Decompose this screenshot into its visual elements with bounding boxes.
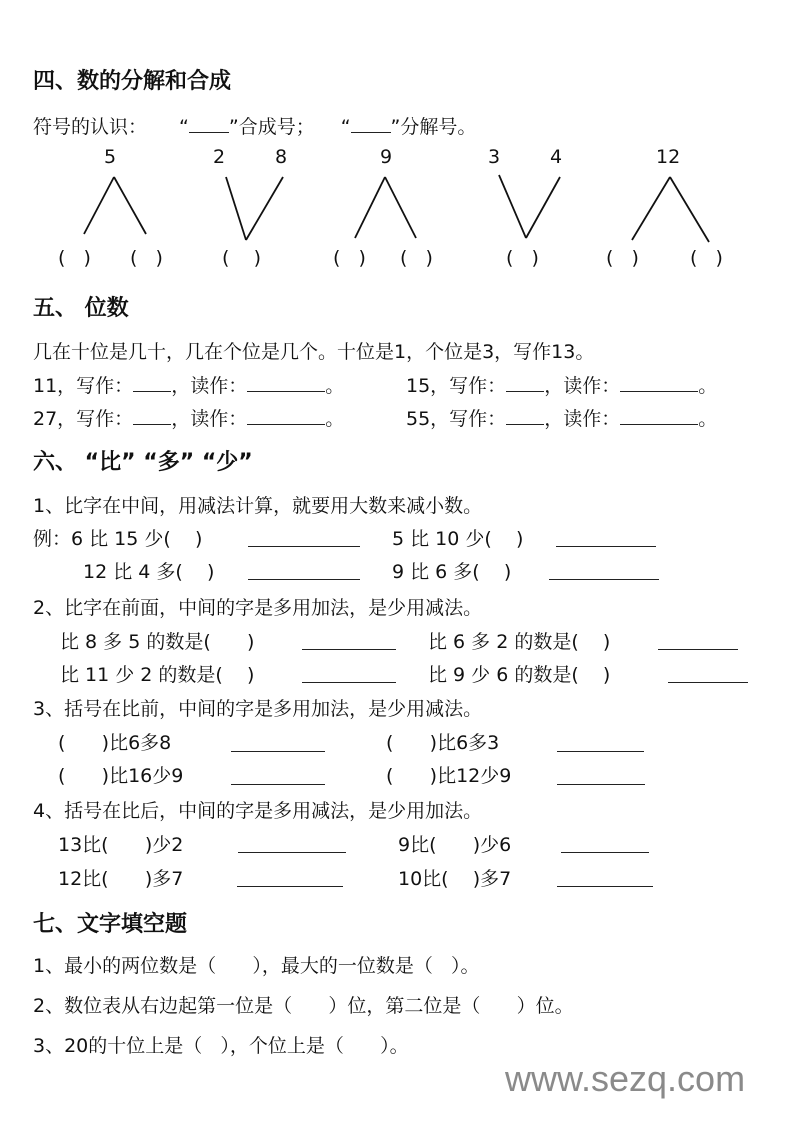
p2-item-2: 比 6 多 2 的数是( ) [428, 631, 611, 653]
p2-item-3: 比 11 少 2 的数是( ) [60, 664, 255, 686]
tree2-blank[interactable]: ( ) [222, 247, 261, 269]
place-value-row-1: 11，写作： ，读作： 。 [33, 375, 345, 397]
answer-blank[interactable] [231, 733, 325, 752]
section7-title: 七、文字填空题 [33, 912, 188, 937]
answer-blank[interactable] [557, 733, 644, 752]
p2-item-4: 比 9 少 6 的数是( ) [428, 664, 611, 686]
write-blank[interactable] [133, 406, 171, 425]
answer-blank[interactable] [238, 834, 346, 853]
symbols-line: 符号的认识： “ ”合成号； “ ”分解号。 [33, 116, 477, 138]
answer-blank[interactable] [557, 868, 653, 887]
answer-blank[interactable] [668, 664, 748, 683]
read-blank[interactable] [247, 373, 325, 392]
tree3-blank-left[interactable]: ( ) [333, 247, 366, 269]
write-blank[interactable] [506, 406, 544, 425]
p4-item-4: 10比( )多7 [398, 868, 512, 890]
answer-blank[interactable] [231, 766, 325, 785]
p2-item-1: 比 8 多 5 的数是( ) [60, 631, 255, 653]
tree4-blank[interactable]: ( ) [506, 247, 539, 269]
p1-item-2: 5 比 10 少( ) [392, 528, 524, 550]
rule-3: 3、括号在比前，中间的字是多用加法，是少用减法。 [33, 698, 483, 720]
p3-item-2: ( )比6多3 [386, 732, 500, 754]
tree2-top-left: 2 [213, 146, 226, 168]
rule-4: 4、括号在比后，中间的字是多用减法，是少用加法。 [33, 800, 483, 822]
question-2: 2、数位表从右边起第一位是（ ）位，第二位是（ ）位。 [33, 995, 574, 1017]
place-value-row-2b: 55，写作： ，读作： 。 [406, 408, 718, 430]
answer-blank[interactable] [302, 631, 396, 650]
tree5-top: 12 [656, 146, 681, 168]
read-blank[interactable] [620, 406, 698, 425]
question-1: 1、最小的两位数是（ ），最大的一位数是（ ）。 [33, 955, 480, 977]
p1-item-3: 12 比 4 多( ) [83, 561, 215, 583]
p3-item-1: ( )比6多8 [58, 732, 172, 754]
p1-item-1: 例：6 比 15 少( ) [33, 528, 203, 550]
watermark: www.sezq.com [505, 1058, 746, 1099]
symbols-prefix: 符号的认识： [33, 116, 148, 138]
p3-item-4: ( )比12少9 [386, 765, 512, 787]
place-value-intro: 几在十位是几十，几在个位是几个。十位是1，个位是3，写作13。 [33, 341, 595, 363]
place-value-row-2: 27，写作： ，读作： 。 [33, 408, 345, 430]
answer-blank[interactable] [302, 664, 396, 683]
rule-1: 1、比字在中间，用减法计算，就要用大数来减小数。 [33, 495, 483, 517]
answer-blank[interactable] [557, 766, 645, 785]
write-blank[interactable] [506, 373, 544, 392]
tree1-blank-left[interactable]: ( ) [58, 247, 91, 269]
tree5-blank-right[interactable]: ( ) [690, 247, 723, 269]
p4-item-1: 13比( )少2 [58, 834, 184, 856]
answer-blank[interactable] [556, 528, 656, 547]
section6-title: 六、 “比” “多” “少” [33, 450, 253, 475]
answer-blank[interactable] [248, 561, 360, 580]
tree1-top: 5 [104, 146, 117, 168]
p4-item-3: 12比( )多7 [58, 868, 184, 890]
section5-title: 五、 位数 [33, 296, 129, 321]
read-blank[interactable] [247, 406, 325, 425]
p4-item-2: 9比( )少6 [398, 834, 512, 856]
rule-2: 2、比字在前面，中间的字是多用加法，是少用减法。 [33, 597, 483, 619]
answer-blank[interactable] [658, 631, 738, 650]
decomposition-trees-lines [0, 0, 800, 260]
question-3: 3、20的十位上是（ ），个位上是（ ）。 [33, 1035, 409, 1057]
section4-title: 四、数的分解和合成 [33, 69, 232, 94]
tree1-blank-right[interactable]: ( ) [130, 247, 163, 269]
read-blank[interactable] [620, 373, 698, 392]
place-value-row-1b: 15，写作： ，读作： 。 [406, 375, 718, 397]
tree5-top-right: 4 [550, 146, 563, 168]
write-blank[interactable] [133, 373, 171, 392]
answer-blank[interactable] [237, 868, 343, 887]
p1-item-4: 9 比 6 多( ) [392, 561, 512, 583]
tree4-top-left: 3 [488, 146, 501, 168]
tree3-blank-right[interactable]: ( ) [400, 247, 433, 269]
tree2-top-right: 8 [275, 146, 288, 168]
p3-item-3: ( )比16少9 [58, 765, 184, 787]
answer-blank[interactable] [248, 528, 360, 547]
answer-blank[interactable] [561, 834, 649, 853]
tree3-top: 9 [380, 146, 393, 168]
tree5-blank-left[interactable]: ( ) [606, 247, 639, 269]
answer-blank[interactable] [549, 561, 659, 580]
